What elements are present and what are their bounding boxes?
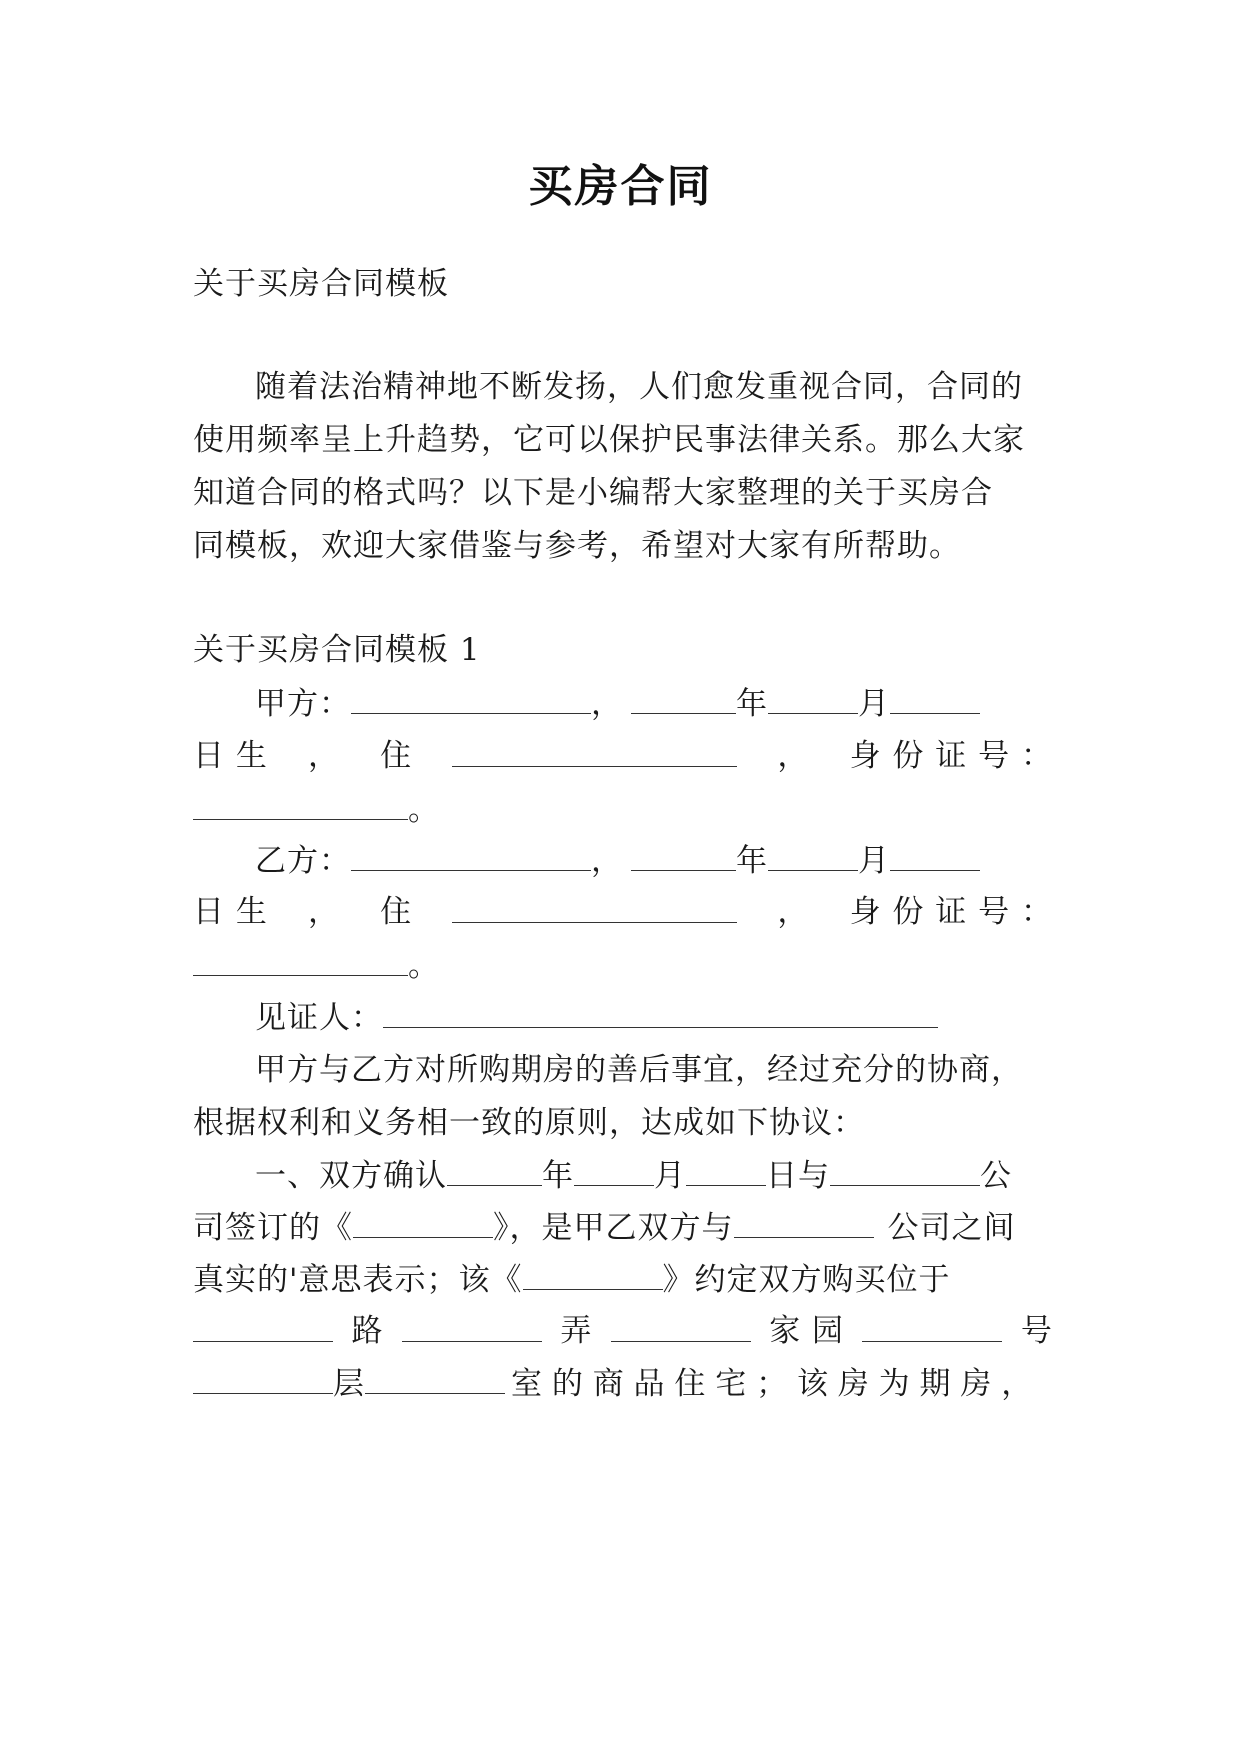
clause-1-contract-blank-2[interactable] [523, 1259, 663, 1290]
party-b-day-blank[interactable] [890, 840, 980, 871]
party-b-comma-2: ， [308, 894, 340, 930]
party-a-comma-2: ， [308, 738, 340, 774]
party-a-year-label: 年 [736, 686, 768, 722]
intro-line-2: 使用频率呈上升趋势，它可以保护民事法律关系。那么大家 [193, 422, 1025, 458]
clause-1-month-blank[interactable] [574, 1155, 654, 1186]
clause-1-line-1 [255, 1155, 1053, 1196]
clause-1-day-blank[interactable] [686, 1155, 766, 1186]
party-a-born-label: 日 生 [193, 738, 268, 774]
party-b-comma-3: ， [777, 894, 810, 930]
clause-1-floor-blank[interactable] [193, 1363, 333, 1394]
party-b-comma: ， [591, 843, 623, 879]
clause-1-line-5 [193, 1363, 1053, 1404]
clause-1-line-2 [193, 1207, 1053, 1248]
party-a-line-2 [193, 736, 1053, 776]
clause-1-contract-suffix: 公司之间 [887, 1210, 1016, 1246]
clause-1-floor-label: 层 [333, 1366, 365, 1402]
clause-1-contract-blank[interactable] [353, 1207, 493, 1238]
clause-1-gong: 公 [980, 1158, 1012, 1194]
clause-1-year-label: 年 [542, 1158, 574, 1194]
party-b-line-2 [193, 892, 1053, 932]
intro-line-1: 随着法治精神地不断发扬，人们愈发重视合同，合同的 [255, 369, 1023, 405]
clause-1-intent-suffix: 》约定双方购买位于 [662, 1262, 951, 1298]
party-b-born-label: 日 生 [193, 894, 268, 930]
party-b-month-label: 月 [858, 843, 890, 879]
clause-1-contract-mid: 》，是甲乙双方与 [493, 1210, 734, 1246]
party-b-name-blank[interactable] [351, 840, 591, 871]
party-a-address-blank[interactable] [452, 736, 737, 767]
party-b-year-blank[interactable] [631, 840, 736, 871]
clause-1-number-label: 号 [1020, 1313, 1053, 1349]
witness-label: 见证人： [255, 1000, 383, 1036]
clause-1-line-4 [193, 1311, 1053, 1351]
clause-1-intent-prefix: 真实的'意思表示；该《 [193, 1262, 523, 1298]
agreement-line-1: 甲方与乙方对所购期房的善后事宜，经过充分的协商， [255, 1052, 1023, 1088]
party-b-id-blank[interactable] [193, 945, 408, 976]
clause-1-garden-blank[interactable] [611, 1311, 751, 1342]
clause-1-contract-prefix: 司签订的《 [193, 1210, 353, 1246]
clause-1-day-label: 日与 [766, 1158, 830, 1194]
witness-blank[interactable] [383, 997, 938, 1028]
clause-1-road-blank[interactable] [193, 1311, 333, 1342]
clause-1-company-blank[interactable] [830, 1155, 980, 1186]
party-a-year-blank[interactable] [631, 683, 736, 714]
intro-line-4: 同模板，欢迎大家借鉴与参考，希望对大家有所帮助。 [193, 528, 961, 564]
clause-1-line-3 [193, 1259, 1053, 1300]
clause-1-room-blank[interactable] [365, 1363, 505, 1394]
party-a-comma: ， [591, 686, 623, 722]
clause-1-prefix: 一、双方确认 [255, 1158, 447, 1194]
party-b-month-blank[interactable] [768, 840, 858, 871]
party-a-end: 。 [408, 792, 440, 828]
party-b-address-blank[interactable] [452, 892, 737, 923]
clause-1-lane-blank[interactable] [402, 1311, 542, 1342]
party-b-line-3 [193, 945, 1053, 986]
party-b-end: 。 [408, 948, 440, 984]
clause-1-room-suffix: 室 的 商 品 住 宅 ； 该 房 为 期 房 ， [511, 1366, 1033, 1402]
clause-1-garden-label: 家 园 [769, 1313, 845, 1349]
party-a-name-blank[interactable] [351, 683, 591, 714]
party-a-id-label: 身 份 证 号 ： [849, 738, 1053, 774]
party-a-line-3 [193, 789, 1053, 830]
party-a-line-1 [255, 683, 1053, 724]
clause-1-company-blank-2[interactable] [734, 1207, 874, 1238]
intro-line-3: 知道合同的格式吗？以下是小编帮大家整理的关于买房合 [193, 475, 993, 511]
party-b-year-label: 年 [736, 843, 768, 879]
witness-line [255, 997, 1053, 1038]
party-b-label: 乙方： [255, 843, 351, 879]
party-a-month-label: 月 [858, 686, 890, 722]
document-title: 买房合同 [528, 161, 713, 212]
party-a-comma-3: ， [777, 738, 810, 774]
party-a-live-label: 住 [380, 738, 413, 774]
party-b-live-label: 住 [380, 894, 413, 930]
party-b-id-label: 身 份 证 号 ： [849, 894, 1053, 930]
party-a-id-blank[interactable] [193, 789, 408, 820]
clause-1-road-label: 路 [351, 1313, 384, 1349]
agreement-line-2: 根据权利和义务相一致的原则，达成如下协议： [193, 1105, 865, 1141]
clause-1-month-label: 月 [654, 1158, 686, 1194]
clause-1-number-blank[interactable] [862, 1311, 1002, 1342]
party-a-label: 甲方： [255, 686, 351, 722]
clause-1-lane-label: 弄 [560, 1313, 593, 1349]
party-b-line-1 [255, 840, 1053, 881]
party-a-day-blank[interactable] [890, 683, 980, 714]
subtitle: 关于买房合同模板 [193, 266, 449, 302]
section-heading: 关于买房合同模板 1 [193, 632, 481, 668]
clause-1-year-blank[interactable] [447, 1155, 542, 1186]
party-a-month-blank[interactable] [768, 683, 858, 714]
